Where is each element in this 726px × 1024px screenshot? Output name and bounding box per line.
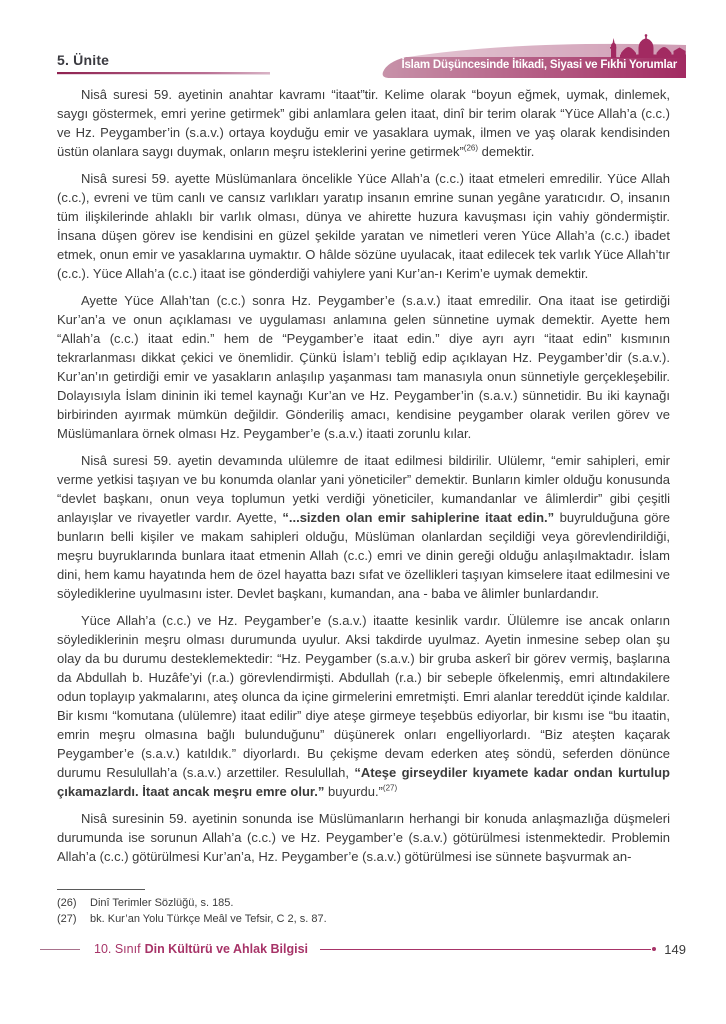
footnote [57, 896, 670, 912]
footer-grade-label: 10. Sınıf [94, 942, 141, 956]
footnote-text: bk. Kur’an Yolu Türkçe Meâl ve Tefsir, C 2, s. 87. [90, 912, 327, 925]
paragraph [57, 85, 670, 161]
footnote [57, 912, 670, 928]
chapter-title: İslam Düşüncesinde İtikadi, Siyasi ve Fıkhi Yorumlar [401, 59, 677, 71]
text-run: demektir. [478, 144, 535, 159]
footnotes [57, 896, 670, 927]
paragraph [57, 291, 670, 443]
page-number: 149 [664, 941, 686, 957]
page-footer [40, 941, 686, 957]
footnote-number: (27) [57, 912, 77, 925]
chapter-ribbon [380, 33, 686, 78]
paragraph [57, 809, 670, 866]
text-run: Nisâ suresi 59. ayetinin anahtar kavramı “itaat”tir. Kelime olarak “boyun eğmek, uymak, dinlemek, saygı göstermek, emri yerine getirmek” gibi anlamlara gelen itaat, dinî bir terim olarak “Yüce Allah’a (c.c.) ve Hz. Peygamber’in (s.a.v.) ortaya koyduğu emir ve yasaklara uymak, ilmen ve yaş olarak kendisinden üstün olanlara saygı duymak, onların meşru isteklerini yerine getirmek” [57, 87, 670, 159]
text-run: Nisâ suresinin 59. ayetinin sonunda ise Müslümanların herhangi bir konuda anlaşmazlığa düşmeleri durumunda ise sorunun Allah’a (c.c.) ve Hz. Peygamber’e (s.a.v.) götürülmesi istenmektedir. Problemin Allah’a (c.c.) götürülmesi Kur’an’a, Hz. Peygamber’e (s.a.v.) götürülmesi ise sünnete başvurmak an- [57, 811, 670, 864]
paragraph [57, 451, 670, 603]
text-run: Ayette Yüce Allah’tan (c.c.) sonra Hz. Peygamber’e (s.a.v.) itaat emredilir. Ona itaat ise getirdiği Kur’an’a ve onun açıklaması ve uygulaması anlamına gelen sünnetine uymak demektir. Ayette hem “Allah’a (c.c.) itaat edin.” hem de “Peygamber’e itaat edin.” diye ayrı ayrı “itaat edin” kısmının tekrarlanması dikkat çekici ve önemlidir. Çünkü İslam’ı tebliğ edip açıklayan Hz. Peygamber’dir (s.a.v.). Kur’an’ın getirdiği emir ve yasakların anlaşılıp yaşanması tam manasıyla onun sünnetiyle gerçekleşebilir. Dolayısıyla İslam dininin iki temel kaynağı Kur’an ve Hz. Peygamber’in (s.a.v.) sünnetidir. Bu iki kaynağı birbirinden ayırmak mümkün değildir. Gönderiliş amacı, kendisine peygamber olarak verilen görev ve Müslümanlara örnek olması Hz. Peygamber’e (s.a.v.) itaati zorunlu kılar. [57, 293, 670, 441]
ribbon-graphic [380, 33, 686, 78]
text-run: Nisâ suresi 59. ayette Müslümanlara öncelikle Yüce Allah’a (c.c.) itaat etmeleri emredilir. Yüce Allah (c.c.), evreni ve tüm canlı ve cansız varlıkları yaratıp insanın emrine sunan yegâne yaratıcıdır. O, insanın tüm ilişkilerinde ahlaklı bir varlık olması, dünya ve ahirette huzura kavuşması için vahiy göndermiştir. İnsana düşen görev ise kendisini en güzel şekilde yaratan ve nimetleri veren Yüce Allah’a (c.c.) ibadet etmek, onun emir ve yasaklarına uymaktır. O hâlde sözüne uyulacak, itaat edilecek tek varlık Yüce Allah’tır (c.c.). Yüce Allah’a (c.c.) itaat ise gönderdiği vahiylere yani Kur’an-ı Kerim’e uymak demektir. [57, 171, 670, 281]
text-run: buyurdu.” [324, 784, 383, 799]
footnote-reference: (27) [382, 783, 398, 793]
paragraph [57, 611, 670, 801]
text-run: Yüce Allah’a (c.c.) ve Hz. Peygamber’e (s.a.v.) itaatte kesinlik vardır. Ülülemre ise ancak onların söylediklerinin meşru olması durumunda uyulur. Aksi takdirde uyulmaz. Ayetin inmesine sebep olan şu olay da bu durumu desteklemektedir: “Hz. Peygamber (s.a.v.) bir gruba askerî bir görev vermiş, başlarına da Abdullah b. Huzâfe’yi (r.a.) görevlendirmişti. Abdullah (r.a.) bir sebeple öfkelenmiş, emri altındakilere odun toplayıp yakmalarını, ateş olunca da içine girmelerini emretmişti. Emri alanlar tereddüt içinde kaldılar. Bir kısmı “komutana (ulülemre) itaat edilir” diye ateşe girmeye teşebbüs ediyorlar, bir kısmı ise “bu itaatin, emrin meşru olmasına bağlı bulunduğunu” düşünerek onları engelliyorlardı. “Biz ateşten kaçarak Peygamber’e (s.a.v.) katıldık.” diyorlardı. Bu çekişme devam ederken ateş söndü, seferden dönünce durumu Resulullah’a (s.a.v.) arzettiler. Resulullah, [57, 613, 670, 780]
text-run: buyrulduğuna göre bunların belli kişiler ve makam sahipleri olduğu, Müslüman olanlardan seçildiği veya görevlendirildiği, meşru buyruklarında bunlara itaat etmenin Allah (c.c.) emri ve dinin gereği olduğu anlaşılmaktadır. İslam dini, hem kamu hayatında hem de özel hayatta bazı sıfat ve özellikleri taşıyan kimselere itaat edilmesini ve söylediklerine uyulmasını ister. Devlet başkanı, kumandan, ana - baba ve âlimler bunlardandır. [57, 510, 670, 601]
emphasized-text: “...sizden olan emir sahiplerine itaat edin.” [282, 510, 555, 525]
footnote-divider [57, 889, 145, 890]
footer-left-rule [40, 949, 80, 950]
paragraph [57, 169, 670, 283]
footer-dot [652, 947, 656, 951]
footer-book-title: Din Kültürü ve Ahlak Bilgisi [144, 942, 309, 956]
footnote-reference: (26) [463, 143, 479, 153]
footnote-text: Dinî Terimler Sözlüğü, s. 185. [90, 897, 234, 909]
unit-label: 5. Ünite [57, 52, 110, 68]
body-paragraphs [57, 85, 670, 874]
emphasized-text: “Ateşe girseydiler kıyamete kadar ondan kurtulup çıkamazlardı. İtaat ancak meşru emre olur.” [57, 765, 670, 799]
footer-right-rule [320, 949, 651, 950]
footnote-number: (26) [57, 897, 77, 909]
text-run: Nisâ suresi 59. ayetin devamında ulülemre de itaat edilmesi bildirilir. Ulülemr, “emir sahipleri, emir verme yetkisi taşıyan ve bu konumda olanlar yani yöneticiler” demektir. Bunların kimler olduğu konusunda “devlet başkanı, onun veya toplumun yetki verdiği yöneticiler, kumandanlar ve âlimlerdir” gibi çeşitli anlayışlar ve rivayetler vardır. Ayette, [57, 453, 670, 525]
unit-underline-rule [57, 72, 270, 75]
